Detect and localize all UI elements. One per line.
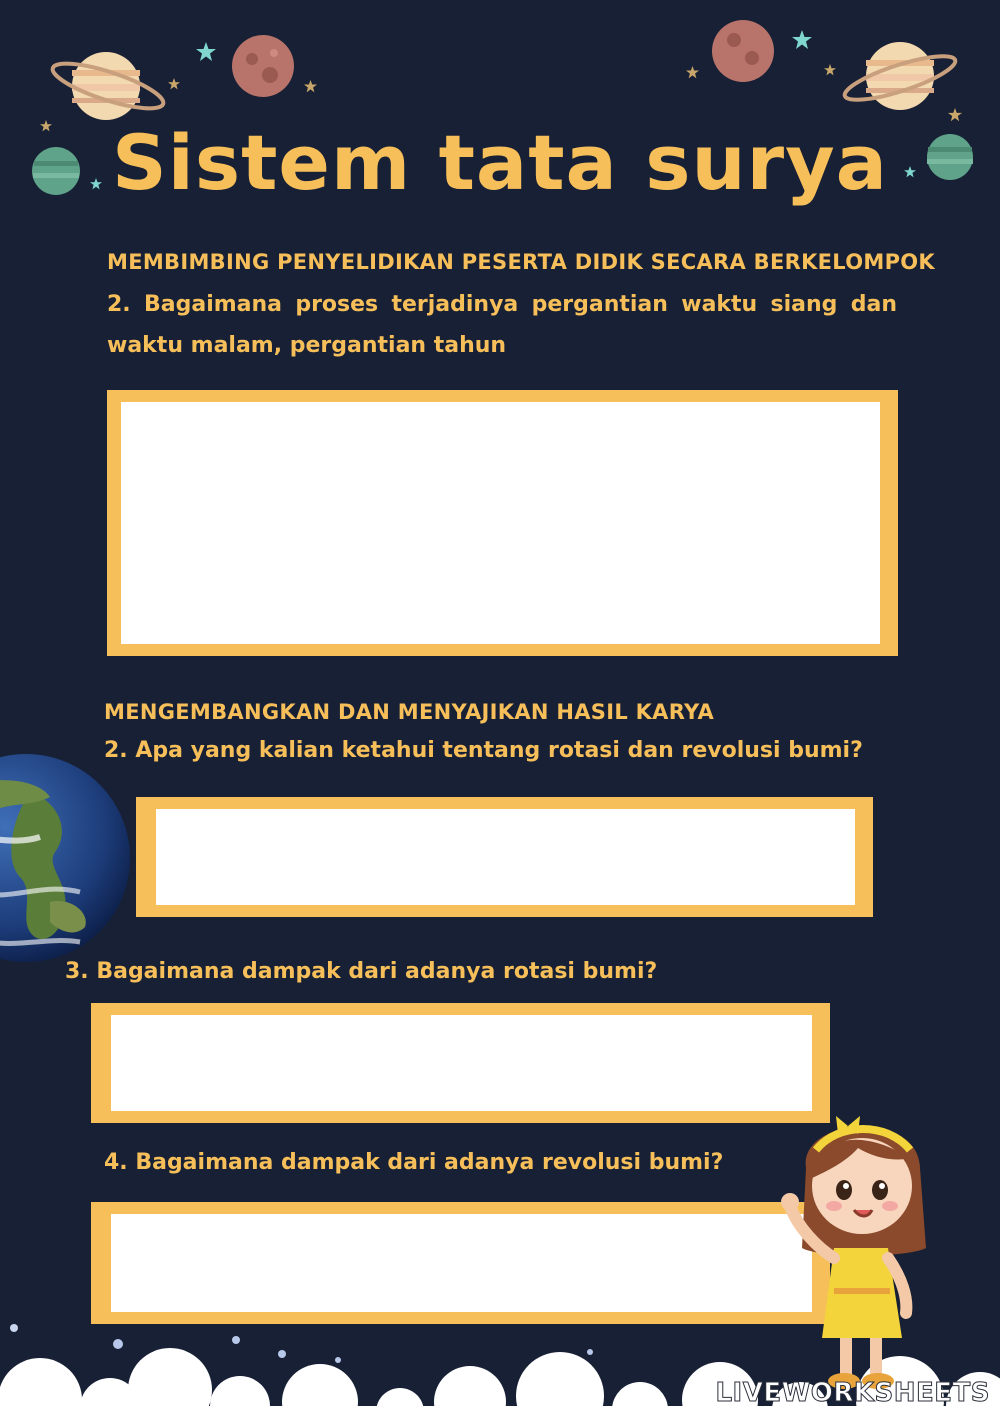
answer-box-1 [107, 390, 898, 656]
question-day-night: 2. Bagaimana proses terjadinya pergantian waktu siang dan waktu malam, pergantian tahun [107, 292, 897, 358]
star-icon [168, 78, 180, 90]
answer-input-4[interactable] [111, 1214, 812, 1312]
answer-input-1[interactable] [121, 402, 880, 644]
ringed-planet-icon [48, 40, 173, 130]
answer-box-3 [91, 1003, 830, 1123]
star-icon [304, 80, 317, 93]
red-planet-icon [230, 33, 296, 99]
section-heading-investigation: MEMBIMBING PENYELIDIKAN PESERTA DIDIK SECARA BERKELOMPOK [107, 250, 935, 274]
question-rotation-revolution: 2. Apa yang kalian ketahui tentang rotasi dan revolusi bumi? [104, 738, 863, 763]
red-planet-icon [710, 18, 776, 84]
section-heading-results: MENGEMBANGKAN DAN MENYAJIKAN HASIL KARYA [104, 700, 715, 724]
question-rotation-impact: 3. Bagaimana dampak dari adanya rotasi bumi? [65, 959, 658, 984]
answer-box-4 [91, 1202, 830, 1324]
star-icon [792, 30, 812, 50]
star-icon [824, 64, 836, 76]
page-title: Sistem tata surya [112, 118, 888, 207]
watermark-text: LIVEWORKSHEETS [715, 1378, 990, 1408]
star-icon [686, 66, 699, 79]
answer-input-3[interactable] [111, 1015, 812, 1111]
answer-input-2[interactable] [156, 809, 855, 905]
answer-box-2 [136, 797, 873, 917]
liveworksheets-logo [715, 1378, 990, 1408]
question-revolution-impact: 4. Bagaimana dampak dari adanya revolusi bumi? [104, 1150, 724, 1175]
ringed-planet-icon [838, 38, 963, 118]
earth-globe-icon [0, 752, 132, 964]
star-icon [196, 42, 216, 62]
girl-character-icon [778, 1098, 948, 1398]
